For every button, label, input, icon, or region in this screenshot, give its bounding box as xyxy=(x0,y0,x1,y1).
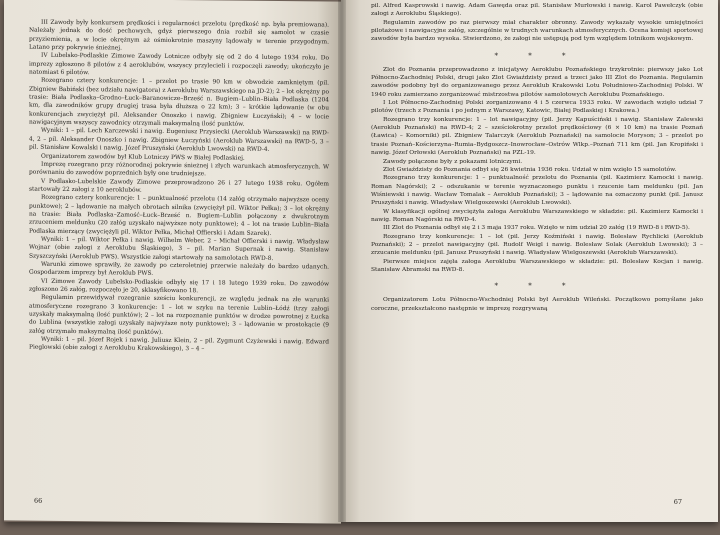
paragraph: V Podlasko-Lubelskie Zawody Zimowe przeprowadzono 26 i 27 lutego 1938 roku. Ogółem startowały 22 załogi z 10 aeroklubów. xyxy=(29,178,329,194)
open-book xyxy=(4,0,718,522)
paragraph: IV Lubelsko-Podlaskie Zimowe Zawody Lotnicze odbyły się od 2 do 4 lutego 1934 roku. Do imprezy zgłoszono 8 pilotów z 4 aeroklubów, wszyscy przylecieli i rozpoczęli zawody; ukończyło je natomiast 6 pilotów. xyxy=(29,53,329,77)
paragraph: Warunki zimowe sprawiły, że zawody po czteroletniej przerwie należały do bardzo udanych. Gospodarzem imprezy był Aeroklub PWS. xyxy=(29,261,329,278)
paragraph: III Zawody były konkursem prędkości i regularności przelotu (prędkość np. była premiowana). Należały jednak do dość pechowych, gdyż pierwszego dnia rozbił się samolot w czasie przyziemienia, a w locie okrężnym aż ośmiokrotnie maszyny lądowały w terenie przygodnym. Latano przy pokrywie śnieżnej. xyxy=(29,19,329,52)
paragraph: Pierwsze miejsce zajęła załoga Aeroklubu Warszawskiego w składzie: pil. Bolesław Kocjan i nawig. Stanisław Abramski na RWD-8. xyxy=(371,258,703,273)
paragraph: Rozegrano trzy konkurencje: 1 – lot (pil. Jerzy Koźmiński i nawig. Bolesław Rychlicki (Aeroklub Poznański); 2 – przelot nawigacyjny (pil. Rudolf Weigl i nawig. Bolesław Solak (Aeroklub Lwowski); 3 – zrzucanie meldunku (pil. Janusz Pruszyński i nawig. Władysław Wielgoszewski (Aeroklub Warszawski). xyxy=(371,233,703,257)
paragraph: Wyniki: 1 – pil. Józef Rojek i nawig. Juliusz Klein, 2 – pil. Zygmunt Czyżewski i nawig. Edward Pieglowski (obie załogi z Aeroklubu Krakowskiego), 3 – 4 – xyxy=(29,336,329,353)
paragraph: W klasyfikacji ogólnej zwyciężyła załoga Aeroklubu Warszawskiego w składzie: pil. Kazimierz Kamocki i nawig. Roman Nagórski na RWD-4. xyxy=(371,208,703,223)
book-gutter xyxy=(338,0,346,522)
section-separator: * * * xyxy=(494,282,580,291)
paragraph: Zawody połączone były z pokazami lotniczymi. xyxy=(383,158,523,165)
paragraph: Organizatorem zawodów był Klub Lotniczy PWS w Białej Podlaskiej. xyxy=(41,153,245,162)
page-number: 66 xyxy=(34,496,43,505)
right-page-text xyxy=(371,2,703,313)
paragraph: Zlot do Poznania przeprowadzono z inicjatywy Aeroklubu Poznańskiego trzykrotnie: pierwszy jako Lot Północno-Zachodniej Polski, drugi jako Zlot Gwiaździsty przed a trzeci jako III Zlot do Poznania. Regulamin zawodów podobny był do organizowanego przez Aeroklub Krakowski Lotu Południowo-Zachodniej Polski. W 1940 roku zamierzano zorganizować mistrzostwa pilotów samolotowych Aeroklubu Poznańskiego. xyxy=(371,66,703,98)
right-page xyxy=(341,0,718,522)
paragraph: Rozegrano trzy konkurencje: 1 – punktualność przelotu do Poznania (pil. Kazimierz Kamocki i nawig. Roman Nagórski); 2 – odszukanie w terenie wyznaczonego punktu i rzucenie tam meldunku (pil. Jan Wiśniewski i nawig. Wacław Tomalak – Aeroklub Poznański); 3 – lądowanie na oznaczony punkt (pil. Janusz Pruszyński i nawig. Władysław Wielgoszewski (Aeroklub Lwowski). xyxy=(371,175,703,207)
paragraph: Regulamin zawodów po raz pierwszy miał charakter obronny. Zawody wykazały wysokie umiejętności pilotażowe i nawigacyjne załóg, szczególnie w trudnych warunkach atmosferycznych. Ocena komisji sportowej zawodów była bardzo wysoka. Stwierdzono, że załogi nie ustępują pod tym względem lotnikom wojskowym. xyxy=(371,19,703,43)
paragraph: Rozegrano cztery konkurencje: 1 – punktualność przelotu (14 załóg otrzymało najwyższe oceny punktowe); 2 – lądowanie na małych obrotach silnika (zwyciężył pil. Wiktor Pełka); 3 – lot okrężny na trasie: Biała Podlaska–Zamość–Łuck–Brześć n. Bugiem–Lublin połączony z dwukrotnym zrzuceniem meldunku (20 załóg uzyskało najwyższe noty punktowe); 4 – lot na trasie Lublin–Biała Podlaska mierzący (zwyciężyli pil. Wiktor Pełka, Michał Offierski i Adam Szarek). xyxy=(29,194,329,237)
paragraph: Zlot Gwiaździsty do Poznania odbył się 26 kwietnia 1936 roku. Udział w nim wzięło 15 samolotów. xyxy=(383,166,677,173)
paragraph: Rozegrano cztery konkurencje: 1 – przelot po trasie 90 km w obwodzie zamkniętym (pil. Zbigniew Babiński (bez udziału nawigatora) z Aeroklubu Warszawskiego na JD-2); 2 – lot okrężny po trasie: Biała Podlaska–Grodno–Łuck–Baranowicze–Brześć n. Bugiem–Lublin–Biała Podlaska (1204 km, dla zawodników grupy drugiej trasa była dłuższa o 22 km); 3 – krótkie lądowanie (w obu konkurencjach zwyciężył pil. Aleksander Onoszko i nawig. Zbigniew Łuczyński); 4 – w locie nawigacyjnym wszyscy zawodnicy otrzymali maksymalną ilość punktów. xyxy=(29,78,330,128)
paragraph: pil. Alfred Kasprowski i nawig. Adam Gawęda oraz pil. Stanisław Murłowski i nawig. Karol Pawełczyk (obie załogi z Aeroklubu Śląskiego). xyxy=(371,3,703,18)
paragraph: Wyniki: 1 – pil. Wiktor Pełka i nawig. Wilhelm Weber, 2 – Michał Offierski i nawig. Władysław Wojnar (obie załogi z Aeroklubu Śląskiego), 3 – pil. Marian Supernak i nawig. Stanisław Szyszczyński (Aeroklub PWS). Wszystkie załogi startowały na samolotach RWD-8. xyxy=(29,236,329,262)
paragraph: I Lot Północno-Zachodniej Polski zorganizowano 4 i 5 czerwca 1933 roku. W zawodach wzięło udział 7 pilotów (trzech z Poznania i po jednym z Warszawy, Katowic, Białej Podlaskiej i Krakowa.) xyxy=(371,100,703,115)
paragraph: Rozegrano trzy konkurencje: 1 – lot nawigacyjny (pil. Jerzy Kapuściński i nawig. Stanisław Zalewski (Aeroklub Poznański) na RWD-4; 2 – sześciokrotny przelot prędkościowy (6 × 10 km) na trasie Poznań (Ławica) – Komorniki) pil. Zbigniew Talarczyk (Aeroklub Poznański) na samolocie Moryson; 3 – przelot po trasie Poznań–Kościerzyna–Rumia–Bydgoszcz–Inowrocław–Ostrów Wlkp.–Poznań 711 km (pil. Jan Kropiński i nawig. Józef Orłowski (Aeroklub Poznański) na PZL-19. xyxy=(371,116,703,157)
paragraph: Organizatorem Lotu Północno-Wschodniej Polski był Aeroklub Wileński. Początkowo pomyślane jako coroczne, przekształcono następnie w imprezę rozgrywaną xyxy=(371,297,703,312)
paragraph: Regulamin przewidywał rozegranie sześciu konkurencji, ze względu jednak na złe warunki atmosferyczne rozegrano 3 konkurencje: 1 – lot w szyku na terenie Lublin–Łódź (trzy załogi uzyskały maksymalną ilość punktów); 2 – lot na rozpoznanie punktów w drodze powrotnej z Łucka do Lublina (wszystkie załogi uzyskały najwyższe noty punktowe); 3 – lądowanie w prostokącie (9 załóg otrzymało maksymalną ilość punktów). xyxy=(29,295,329,336)
left-page xyxy=(4,0,341,524)
paragraph: Wyniki: 1 – pil. Lech Karczewski i nawig. Eugeniusz Przysiecki (Aeroklub Warszawski) na RWD-4, 2 – pil. Aleksander Onoszko i nawig. Zbigniew Łuczyński (Aeroklub Warszawski) na RWD-5, 3 – pil. Stanisław Kowalski i nawig. Józef Pruszyński (Aeroklub Lwowski) na RWD-4. xyxy=(29,128,329,154)
paragraph: Imprezę rozegrano przy różnorodnej pokrywie śnieżnej i złych warunkach atmosferycznych. W porównaniu do zawodów poprzednich były one trudniejsze. xyxy=(29,161,329,178)
paragraph: VI Zimowe Zawody Lubelsko-Podlaskie odbyły się 17 i 18 lutego 1939 roku. Do zawodów zgłoszono 26 załóg, rozpoczęło je 20, sklasyfikowano 18. xyxy=(29,278,329,295)
section-separator: * * * xyxy=(494,51,580,60)
page-number: 67 xyxy=(673,497,682,506)
left-page-text xyxy=(29,19,329,356)
paragraph: III Zlot do Poznania odbył się 2 i 3 maja 1937 roku. Wzięło w nim udział 20 załóg (19 RWD-8 i RWD-5). xyxy=(383,225,690,232)
